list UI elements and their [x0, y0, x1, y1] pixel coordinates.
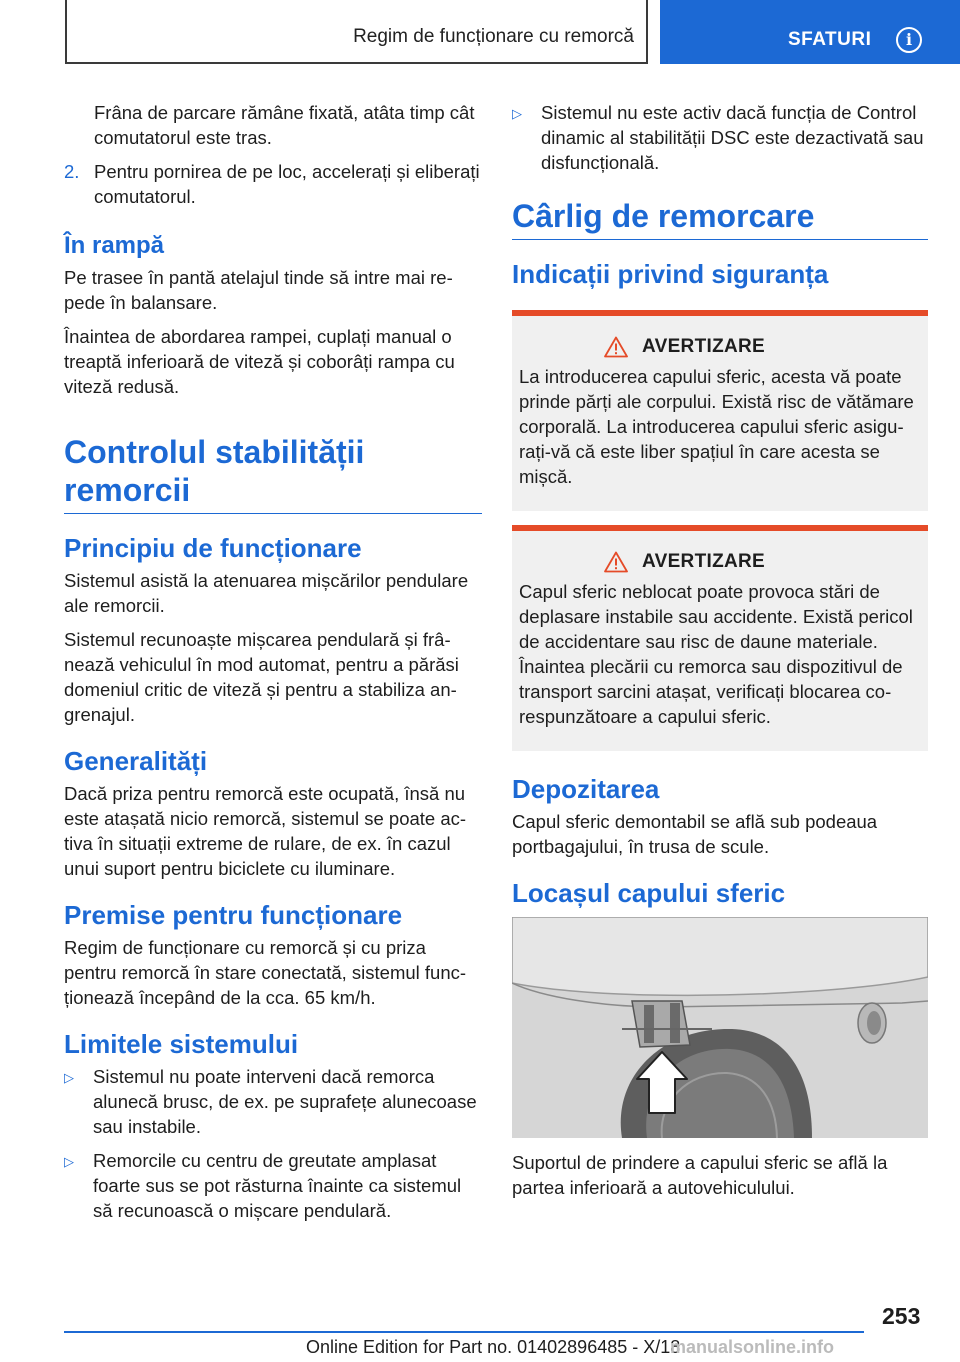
step-number: 2.	[64, 161, 80, 182]
step-text: Pentru pornirea de pe loc, accelerați și eliberați comutatorul.	[94, 161, 480, 207]
warning-title: AVERTIZARE	[642, 336, 765, 357]
storage-paragraph-1: Capul sferic demontabil se află sub podeaua portbagajului, în trusa de scule.	[512, 811, 878, 857]
general-heading: Generalități	[64, 746, 208, 776]
triangle-bullet-icon: ▷	[512, 106, 522, 121]
list-item	[512, 100, 928, 175]
header-tag-box	[660, 0, 960, 64]
warning-box	[512, 525, 928, 751]
footer-divider	[64, 1331, 864, 1333]
warning-box	[512, 310, 928, 511]
footer-watermark: manualsonline.info	[670, 1337, 835, 1357]
list-item-text: Remorcile cu centru de greutate amplasat foarte sus se pot răsturna înainte ca sistemul să recunoască o mișcare pendulară.	[93, 1150, 462, 1221]
principle-heading: Principiu de funcționare	[64, 533, 362, 563]
socket-heading: Locașul capului sferic	[512, 878, 786, 908]
principle-paragraph-1: Sistemul asistă la atenuarea mișcărilor pendulare ale remorcii.	[64, 570, 469, 616]
header-title: Regim de funcționare cu remorcă	[353, 26, 634, 47]
car-underside-drawing	[512, 917, 928, 1138]
header-tag: SFATURI	[788, 29, 872, 50]
figure-caption: Suportul de prindere a capului sferic se află la partea inferioară a autovehiculului.	[512, 1152, 888, 1198]
warning-text: Capul sferic neblocat poate provoca stări de deplasare instabile sau accidente. Există pericol de accidentare sau risc de daune materiale. Înaintea plecării cu remorca sau dispozitivul de transport sarcini atașat, verificați blocarea corespunzătoare a capului sferic.	[519, 581, 913, 727]
triangle-bullet-icon: ▷	[64, 1070, 74, 1085]
footer-edition: Online Edition for Part no. 01402896485 - X/18	[306, 1337, 681, 1357]
limits-heading: Limitele sistemului	[64, 1029, 299, 1059]
list-item	[64, 1064, 482, 1139]
hitch-socket-illustration	[512, 917, 928, 1138]
ramp-paragraph-1: Pe trasee în pantă atelajul tinde să intre mai repede în balansare.	[64, 267, 453, 313]
premise-heading: Premise pentru funcționare	[64, 900, 403, 930]
triangle-bullet-icon: ▷	[64, 1154, 74, 1169]
storage-heading: Depozitarea	[512, 774, 660, 804]
list-item-text: Sistemul nu este activ dacă funcția de Control dinamic al stabilității DSC este dezactivată sau disfuncțională.	[541, 102, 924, 173]
step-continuation: Frâna de parcare rămâne fixată, atâta timp cât comutatorul este tras.	[94, 102, 475, 148]
warning-triangle-icon	[604, 551, 628, 573]
header-title-box	[65, 0, 648, 64]
numbered-step-2	[64, 159, 482, 209]
warning-text: La introducerea capului sferic, acesta vă poate prinde părți ale corpului. Există risc de vătămare corporală. La introducerea capului sferic asigurați-vă că este liber spațiul în care acesta se mișcă.	[519, 366, 914, 487]
warning-title: AVERTIZARE	[642, 551, 765, 572]
general-paragraph-1: Dacă priza pentru remorcă este ocupată, însă nu este atașată nicio remorcă, sistemul se poate activa în situații extreme de rulare, de ex. în cazul unui suport pentru biciclete cu iluminare.	[64, 783, 467, 879]
premise-paragraph-1: Regim de funcționare cu remorcă și cu priza pentru remorcă în stare conectată, sistemul funcționează începând de la cca. 65 km/h.	[64, 937, 467, 1008]
info-icon: i	[896, 27, 922, 53]
right-column	[512, 100, 928, 1209]
warning-header	[519, 336, 920, 358]
list-item-text: Sistemul nu poate interveni dacă remorca alunecă brusc, de ex. pe suprafețe alunecoase sau instabile.	[93, 1066, 477, 1137]
page-number: 253	[882, 1303, 921, 1329]
ramp-heading: În rampă	[64, 232, 165, 259]
left-column	[64, 100, 482, 1232]
principle-paragraph-2: Sistemul recunoaște mișcarea pendulară și frânează vehiculul în mod automat, pentru a părăsi domeniul critic de viteză și pentru a stabiliza angrenajul.	[64, 629, 459, 725]
hitch-heading: Cârlig de remorcare	[512, 197, 928, 240]
warning-triangle-icon	[604, 336, 628, 358]
stability-heading: Controlul stabilității remorcii	[64, 433, 482, 514]
safety-heading: Indicații privind siguranța	[512, 259, 829, 289]
list-item	[64, 1148, 482, 1223]
ramp-paragraph-2: Înaintea de abordarea rampei, cuplați manual o treaptă inferioară de viteză și coborâți rampa cu viteză redusă.	[64, 326, 455, 397]
warning-header	[519, 551, 920, 573]
page-header	[0, 0, 960, 64]
